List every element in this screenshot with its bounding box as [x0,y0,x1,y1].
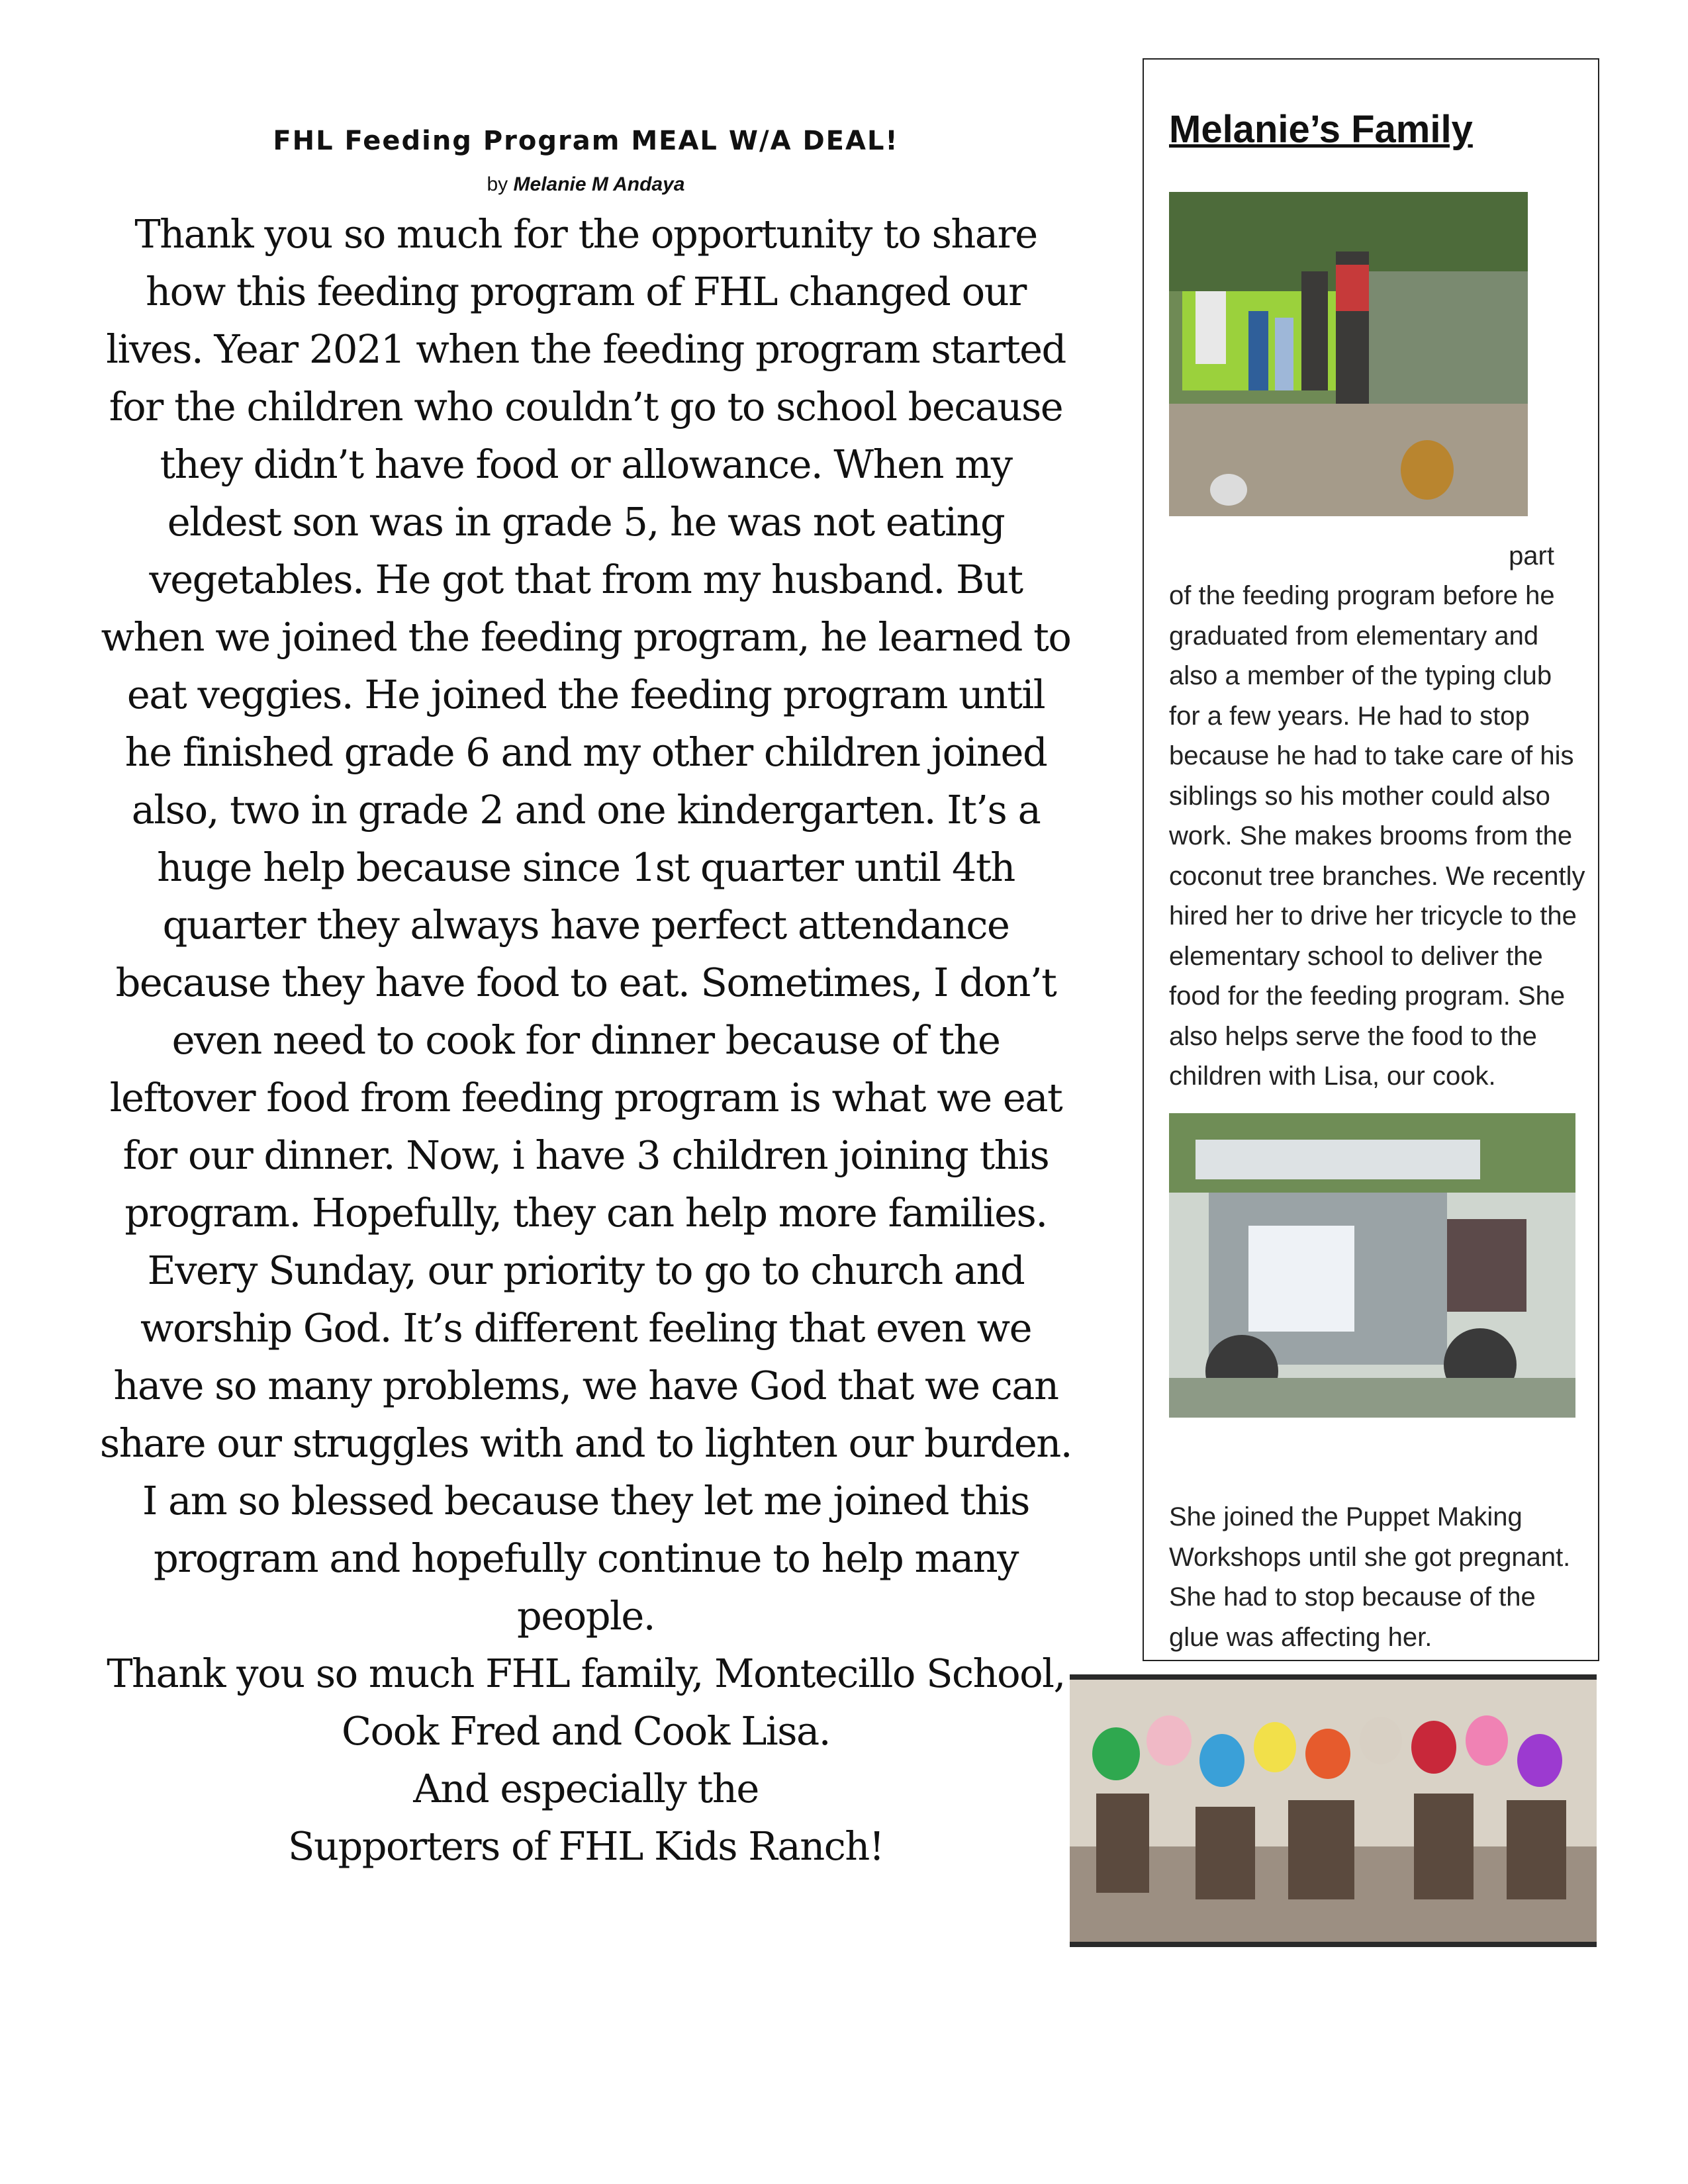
puppet-workshop-photo [1070,1674,1597,1947]
closing-line: And especially the [413,1766,759,1811]
tricycle-photo [1169,1113,1575,1418]
caption-text: of the feeding program before he graduated from elementary and also a member of the typing club for a few years. He had to stop because he had to take care of his siblings so his mother could also work. She makes brooms from the coconut tree branches. We recently hired her to drive her tricycle to the elementary school to deliver the food for the feeding program. She also helps serve the food to the children with Lisa, our cook. [1169,581,1585,1091]
closing-line: Thank you so much FHL family, Montecillo School, Cook Fred and Cook Lisa. [107,1651,1065,1754]
article [99,126,1072,1875]
byline-prefix: by [487,173,508,195]
family-caption [1169,536,1586,1097]
byline [99,173,1072,196]
sidebar-box [1143,58,1599,1661]
closing-thanks [99,1645,1072,1875]
article-body: Thank you so much for the opportunity to share how this feeding program of FHL changed our lives. Year 2021 when the feeding program started for the children who couldn’t go to school because they didn’t have food or allowance. When my eldest son was in grade 5, he was not eating vegetables. He got that from my husband. But when we joined the feeding program, he learned to eat veggies. He joined the feeding program until he finished grade 6 and my other children joined also, two in grade 2 and one kindergarten. It’s a huge help because since 1st quarter until 4th quarter they always have perfect attendance because they have food to eat. Sometimes, I don’t even need to cook for dinner because of the leftover food from feeding program is what we eat for our dinner. Now, i have 3 children joining this program. Hopefully, they can help more families. Every Sunday, our priority to go to church and worship God. It’s different feeling that even we have so many problems, we have God that we can share our struggles with and to lighten our burden. I am so blessed because they let me joined this program and hopefully continue to help many people. [99,211,1072,1639]
article-title: FHL Feeding Program MEAL W/A DEAL! [273,126,899,156]
sidebar-title: Melanie’s Family [1169,108,1473,151]
closing-line: Supporters of FHL Kids Ranch! [288,1823,884,1869]
family-photo [1169,192,1528,516]
puppet-caption: She joined the Puppet Making Workshops until she got pregnant. She had to stop because of the glue was affecting her. [1169,1502,1571,1652]
caption-fragment: part [1509,541,1554,570]
author-name: Melanie M Andaya [513,173,685,195]
